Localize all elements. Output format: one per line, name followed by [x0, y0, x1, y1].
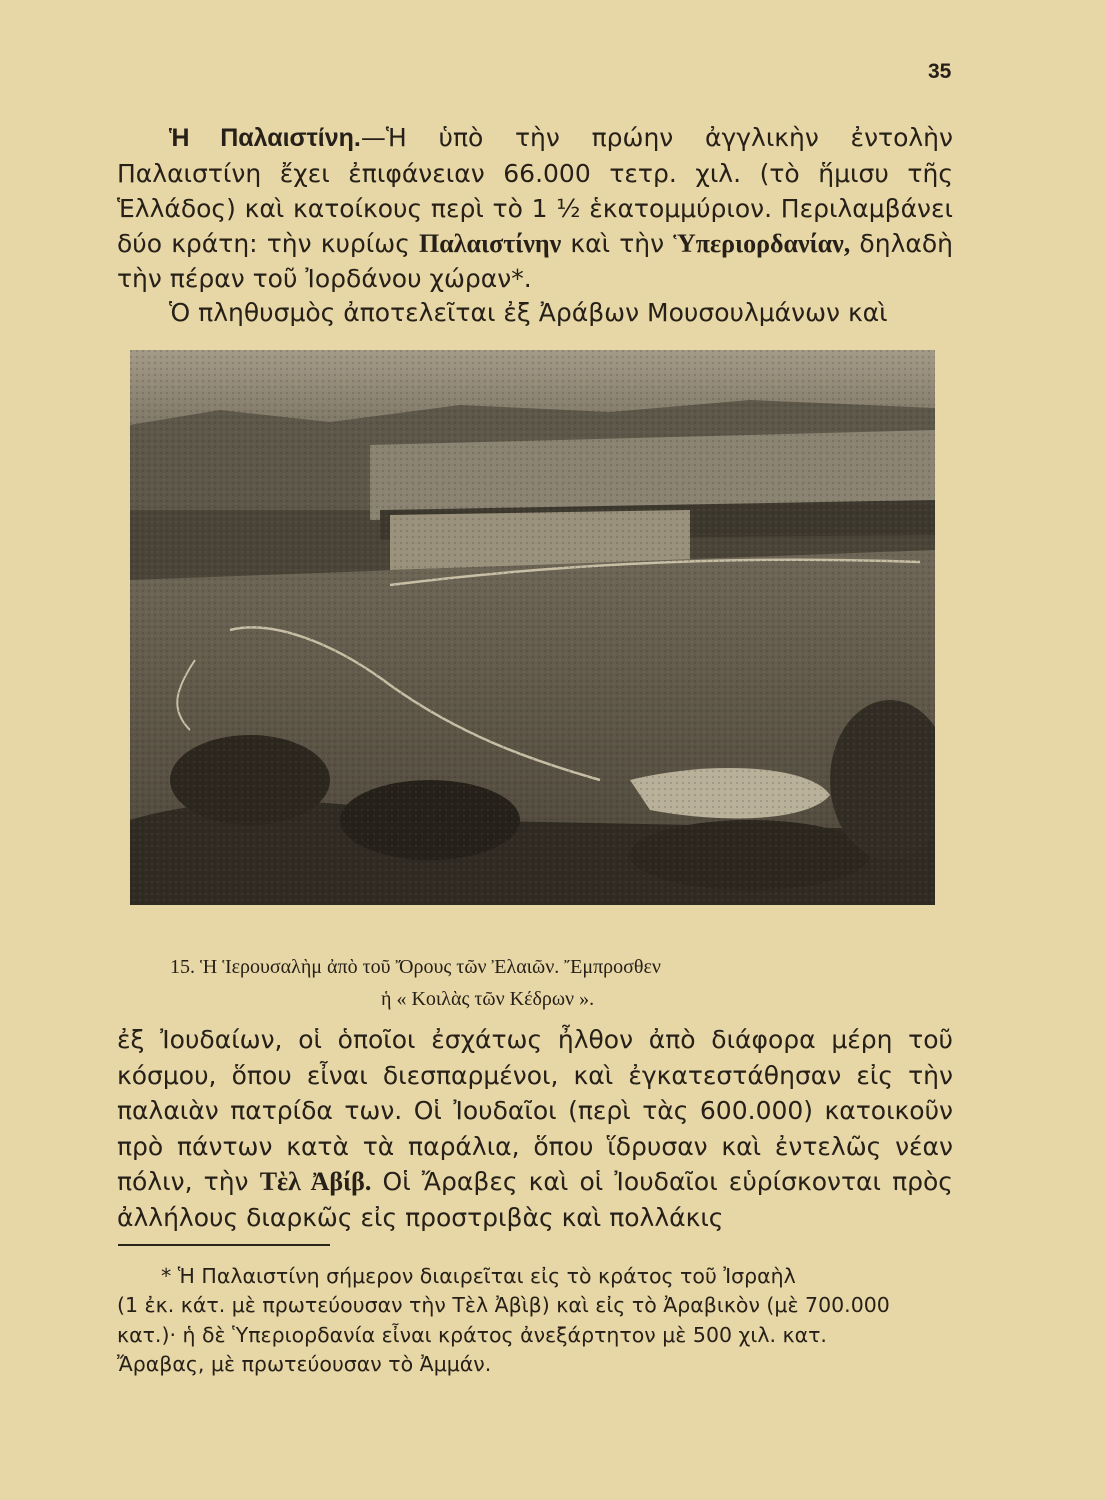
intro-paragraph: [117, 120, 953, 296]
footnote-body: [117, 1291, 953, 1380]
footnote-line-2: (1 ἐκ. κάτ. μὲ πρωτεύουσαν τὴν Τὲλ Ἀβὶβ) καὶ εἰς τὸ Ἀραβικὸν (μὲ 700.000: [117, 1293, 890, 1317]
population-paragraph-start: Ὁ πληθυσμὸς ἀποτελεῖται ἐξ Ἀράβων Μουσουλμάνων καὶ: [169, 298, 888, 327]
continued-text-after: Οἱ Ἄραβες καὶ οἱ Ἰουδαῖοι εὑρίσκονται πρὸς ἀλλήλους διαρκῶς εἰς προστριβὰς καὶ πολλάκις: [117, 1167, 953, 1232]
photo-jerusalem-icon: [130, 350, 935, 905]
state-transjordan: Ὑπεριορδανίαν,: [673, 229, 851, 258]
footnote-line-4: Ἄραβας, μὲ πρωτεύουσαν τὸ Ἀμμάν.: [117, 1352, 492, 1376]
caption-line-2: ἡ « Κοιλὰς τῶν Κέδρων ».: [381, 988, 595, 1010]
section-heading: Ἡ Παλαιστίνη.: [169, 124, 361, 152]
page-number: 35: [928, 60, 952, 83]
jerusalem-photo: [130, 350, 935, 905]
population-paragraph-continued: [117, 1022, 953, 1235]
intro-text-start: —Ἡ ὑπὸ τὴν πρώην ἀγγλικὴν ἐντολὴν Παλαιστίνη ἔχει ἐπιφάνειαν 66.000 τετρ. χιλ. (τὸ ἥμισυ τῆς Ἑλλάδος) καὶ κατοίκους περὶ τὸ 1 ½ ἑκατομμύριον. Περιλαμβάνει δύο κράτη: τὴν κυρίως: [117, 123, 953, 258]
intro-text-middle: καὶ τὴν: [561, 229, 674, 258]
continued-text-before: ἐξ Ἰουδαίων, οἱ ὁποῖοι ἐσχάτως ἦλθον ἀπὸ διάφορα μέρη τοῦ κόσμου, ὅπου εἶναι διεσπαρμένοι, καὶ ἐγκατεστάθησαν εἰς τὴν παλαιὰν πατρίδα των. Οἱ Ἰουδαῖοι (περὶ τὰς 600.000) κατοικοῦν πρὸ πάντων κατὰ τὰ παράλια, ὅπου ἵδρυσαν καὶ ἐντελῶς νέαν πόλιν, τὴν: [117, 1025, 953, 1196]
footnote-line-3: κατ.)· ἡ δὲ Ὑπεριορδανία εἶναι κράτος ἀνεξάρτητον μὲ 500 χιλ. κατ.: [117, 1322, 827, 1347]
caption-line-1: 15. Ἡ Ἱερουσαλὴμ ἀπὸ τοῦ Ὄρους τῶν Ἐλαιῶν. Ἔμπροσθεν: [170, 956, 661, 978]
intro-text-end: δηλαδὴ τὴν πέραν τοῦ Ἰορδάνου χώραν*.: [117, 229, 953, 293]
state-palestine: Παλαιστίνην: [419, 229, 562, 258]
footnote-line-1: * Ἡ Παλαιστίνη σήμερον διαιρεῖται εἰς τὸ κράτος τοῦ Ἰσραὴλ: [161, 1264, 796, 1288]
city-tel-aviv: Τὲλ Ἀβίβ.: [259, 1167, 372, 1196]
footnote-divider: [118, 1244, 330, 1246]
figure-caption: [170, 951, 930, 1015]
